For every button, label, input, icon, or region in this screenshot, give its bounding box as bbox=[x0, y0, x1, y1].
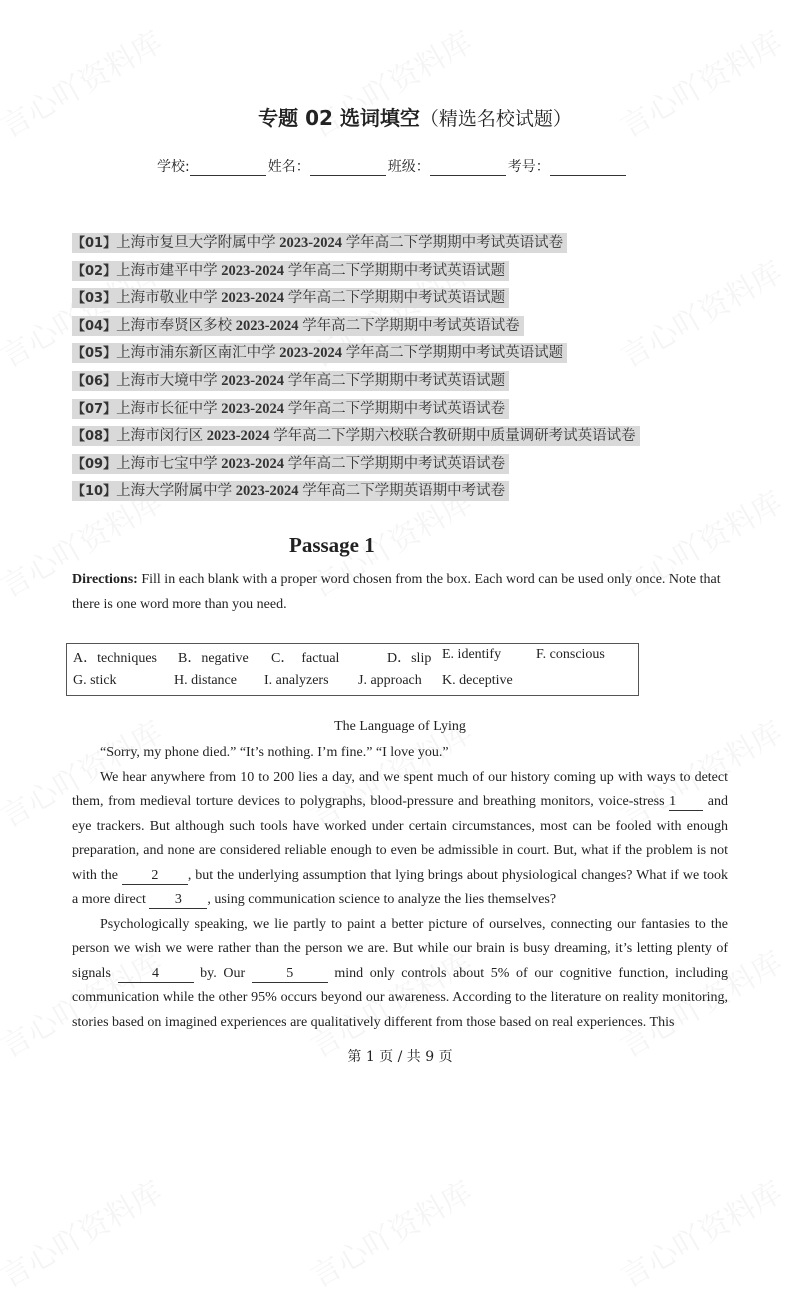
source-post: 学年高二下学期英语期中考试卷 bbox=[298, 483, 506, 500]
name-field[interactable] bbox=[310, 160, 386, 176]
source-num: 【09】 bbox=[72, 456, 117, 472]
student-info bbox=[157, 156, 628, 176]
source-link[interactable] bbox=[72, 316, 524, 336]
source-pre: 上海大学附属中学 bbox=[116, 483, 236, 500]
source-pre: 上海市长征中学 bbox=[116, 400, 222, 417]
word-option: H. distance bbox=[174, 673, 237, 688]
source-num: 【03】 bbox=[72, 291, 117, 307]
school-label: 学校: bbox=[157, 159, 190, 175]
source-num: 【06】 bbox=[72, 373, 117, 389]
source-pre: 上海市建平中学 bbox=[116, 262, 222, 279]
text: mind only controls about 5% of our cognitive function, including communication while the other 95% occurs beyond our awareness. According to the literature on reality monitoring, stories based on imagined experiences are qualitatively different from those based on real experiences. This bbox=[72, 965, 729, 1030]
passage-body bbox=[72, 741, 728, 1035]
text: by. Our bbox=[193, 965, 252, 981]
source-pre: 上海市复旦大学附属中学 bbox=[116, 235, 280, 251]
source-link[interactable] bbox=[72, 233, 567, 253]
blank-2[interactable]: 2 bbox=[122, 868, 188, 885]
source-link[interactable] bbox=[72, 399, 509, 419]
source-num: 【07】 bbox=[72, 401, 117, 417]
word-option: B．negative bbox=[178, 651, 249, 666]
word-option: I. analyzers bbox=[264, 673, 329, 688]
word-option: A．techniques bbox=[73, 651, 157, 666]
word-option: E. identify bbox=[442, 647, 502, 662]
source-year: 2023-2024 bbox=[221, 372, 285, 389]
source-year: 2023-2024 bbox=[221, 455, 285, 472]
watermark-text bbox=[0, 1168, 169, 1296]
page-title bbox=[0, 102, 800, 131]
text: , but the underlying assumption that lying brings about physiological changes? What if we took a more direct bbox=[72, 867, 728, 907]
source-year: 2023-2024 bbox=[221, 290, 285, 307]
source-list bbox=[72, 233, 640, 509]
source-post: 学年高二下学期期中考试英语试卷 bbox=[342, 235, 564, 251]
exam-no-field[interactable] bbox=[550, 160, 626, 176]
source-num: 【01】 bbox=[72, 236, 117, 251]
word-option: F. conscious bbox=[536, 647, 605, 662]
source-pre: 上海市大境中学 bbox=[116, 372, 222, 389]
source-year: 2023-2024 bbox=[221, 400, 285, 417]
source-link[interactable] bbox=[72, 481, 509, 501]
source-post: 学年高二下学期期中考试英语试题 bbox=[342, 345, 564, 362]
source-year: 2023-2024 bbox=[206, 428, 270, 445]
directions-label: Directions: bbox=[72, 572, 138, 587]
source-pre: 上海市闵行区 bbox=[116, 428, 207, 445]
watermark-text bbox=[611, 1168, 789, 1296]
page-footer: 第 1 页 / 共 9 页 bbox=[347, 1049, 453, 1065]
source-num: 【05】 bbox=[72, 346, 117, 362]
source-post: 学年高二下学期期中考试英语试题 bbox=[284, 290, 506, 307]
source-post: 学年高二下学期期中考试英语试卷 bbox=[284, 455, 506, 472]
source-num: 【02】 bbox=[72, 263, 117, 279]
source-year: 2023-2024 bbox=[235, 317, 299, 334]
source-pre: 上海市浦东新区南汇中学 bbox=[116, 345, 280, 362]
story-title: The Language of Lying bbox=[334, 719, 466, 734]
source-pre: 上海市奉贤区多校 bbox=[116, 317, 236, 334]
watermark-text bbox=[301, 1168, 479, 1296]
source-post: 学年高二下学期期中考试英语试卷 bbox=[284, 400, 506, 417]
name-label: 姓名： bbox=[267, 159, 310, 175]
source-year: 2023-2024 bbox=[279, 345, 343, 362]
paragraph bbox=[72, 913, 728, 1036]
word-option: J. approach bbox=[358, 673, 422, 688]
word-option: C． factual bbox=[271, 651, 340, 666]
source-link[interactable] bbox=[72, 454, 509, 474]
source-link[interactable] bbox=[72, 288, 509, 308]
source-post: 学年高二下学期期中考试英语试题 bbox=[284, 262, 506, 279]
blank-1[interactable]: 1 bbox=[669, 794, 703, 811]
source-year: 2023-2024 bbox=[235, 483, 299, 500]
source-pre: 上海市敬业中学 bbox=[116, 290, 222, 307]
word-option: K. deceptive bbox=[442, 673, 513, 688]
word-option: G. stick bbox=[73, 673, 117, 688]
source-link[interactable] bbox=[72, 371, 509, 391]
title-main: 专题 02 选词填空 bbox=[258, 106, 420, 130]
school-field[interactable] bbox=[190, 160, 266, 176]
directions-text: Fill in each blank with a proper word chosen from the box. Each word can be used only once. Note that there is one word more than you need. bbox=[72, 572, 721, 612]
passage-heading: Passage 1 bbox=[289, 533, 375, 557]
text: , using communication science to analyze the lies themselves? bbox=[207, 892, 557, 907]
class-label: 班级： bbox=[387, 159, 430, 175]
directions bbox=[72, 567, 728, 617]
title-sub: （精选名校试题） bbox=[419, 108, 572, 130]
source-num: 【10】 bbox=[72, 484, 117, 500]
paragraph bbox=[72, 766, 728, 913]
paragraph: “Sorry, my phone died.” “It’s nothing. I’m fine.” “I love you.” bbox=[100, 745, 449, 760]
blank-3[interactable]: 3 bbox=[149, 892, 207, 909]
text: Psychologically speaking, we lie partly to paint a better picture of ourselves, connecting our fantasies to the person we wish we were rather than the person we are. But while our brain is busy dreaming, it’s letting plenty of signals bbox=[72, 916, 728, 981]
exam-no-label: 考号： bbox=[507, 159, 550, 175]
source-post: 学年高二下学期期中考试英语试卷 bbox=[298, 317, 520, 334]
source-year: 2023-2024 bbox=[279, 235, 343, 251]
source-num: 【04】 bbox=[72, 318, 117, 334]
source-pre: 上海市七宝中学 bbox=[116, 455, 222, 472]
text: We hear anywhere from 10 to 200 lies a day, and we spent much of our history coming up with ways to detect them, from medieval torture devices to polygraphs, blood-pressure and breathing monitors, voice-stress bbox=[72, 769, 728, 809]
source-link[interactable] bbox=[72, 343, 567, 363]
source-link[interactable] bbox=[72, 261, 509, 281]
blank-5[interactable]: 5 bbox=[252, 966, 328, 983]
word-box bbox=[66, 643, 639, 696]
source-year: 2023-2024 bbox=[221, 262, 285, 279]
source-num: 【08】 bbox=[72, 429, 117, 445]
source-post: 学年高二下学期六校联合教研期中质量调研考试英语试卷 bbox=[269, 428, 636, 445]
blank-4[interactable]: 4 bbox=[118, 966, 194, 983]
class-field[interactable] bbox=[430, 160, 506, 176]
text: and eye trackers. But although such tools have worked under certain circumstances, most can be fooled with enough preparation, and none are considered reliable enough to even be admissible in court. But, what if the problem is not with the bbox=[72, 794, 729, 883]
source-link[interactable] bbox=[72, 426, 640, 446]
word-option: D．slip bbox=[387, 651, 432, 666]
source-post: 学年高二下学期期中考试英语试题 bbox=[284, 372, 506, 389]
